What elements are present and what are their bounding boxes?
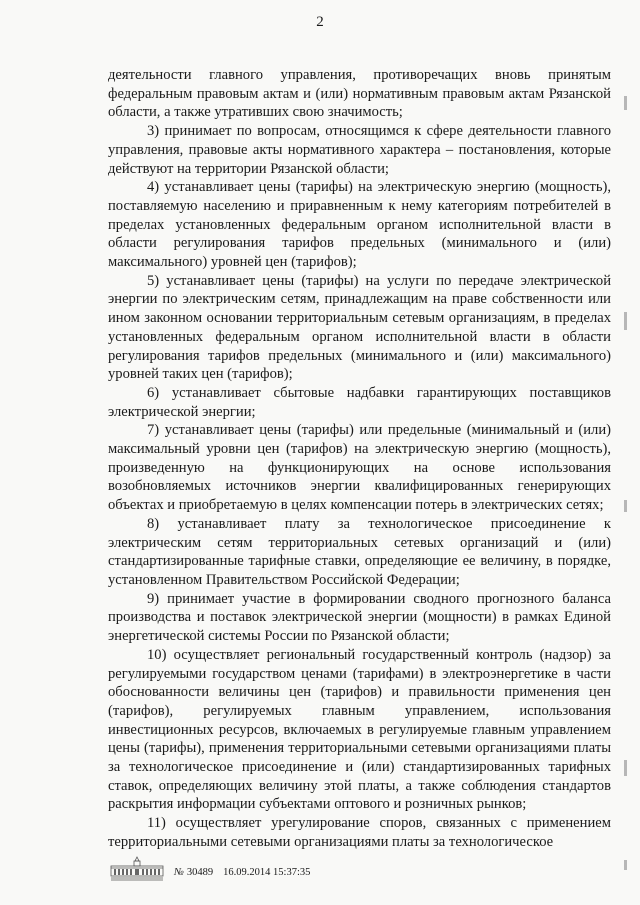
paragraph: 10) осуществляет региональный государственный контроль (надзор) за регулируемыми государством ценами (тарифами) в электроэнергетике в части обоснованности величины цен (тарифов) и правильности применения цен (тарифов), регулируемых главным управлением, использования инвестиционных ресурсов, включаемых в регулируемые главным управлением цены (тарифы), применения территориальными сетевыми организациями платы за технологическое присоединение и (или) стандартизированных тарифных ставок, определяющих величину этой платы, а также соблюдения стандартов раскрытия информации субъектами оптового и розничных рынков; bbox=[108, 646, 611, 813]
document-timestamp: 16.09.2014 15:37:35 bbox=[223, 867, 311, 878]
scan-edge-mark bbox=[624, 312, 627, 330]
paragraph: 11) осуществляет урегулирование споров, связанных с применением территориальными сетевыми организациями платы за технологическое bbox=[108, 815, 611, 850]
number-sign: № bbox=[174, 867, 184, 878]
page-number: 2 bbox=[316, 14, 324, 30]
scan-edge-mark bbox=[624, 760, 627, 776]
paragraph: 9) принимает участие в формировании сводного прогнозного баланса производства и поставок электрической энергии (мощности) в рамках Единой энергетической системы России по Рязанской области; bbox=[108, 590, 611, 645]
document-footer bbox=[108, 855, 508, 885]
document-body bbox=[108, 66, 611, 852]
paragraph: 8) устанавливает плату за технологическое присоединение к электрическим сетям территориальных сетевых организаций и (или) стандартизированные тарифные ставки, определяющие ее величину, в порядке, установленном Правительством Российской Федерации; bbox=[108, 515, 611, 588]
paragraph: деятельности главного управления, противоречащих вновь принятым федеральным правовым актам и (или) нормативным правовым актам Рязанской области, а также утративших свою значимость; bbox=[108, 67, 611, 121]
scan-edge-mark bbox=[624, 860, 627, 870]
paragraph: 7) устанавливает цены (тарифы) или предельные (минимальный и (или) максимальный уровни цен (тарифов) на электрическую энергию (мощность), произведенную на функционирующих на основе использования возобновляемых источников энергии квалифицированных генерирующих объектах и приобретаемую в целях компенсации потерь в электрических сетях; bbox=[108, 422, 611, 514]
building-stamp-icon bbox=[108, 855, 166, 883]
paragraph: 4) устанавливает цены (тарифы) на электрическую энергию (мощность), поставляемую населению и приравненным к нему категориям потребителей в пределах установленных федеральным органом исполнительной власти в области регулирования тарифов предельных (минимального и (или) максимального) уровней цен (тарифов); bbox=[108, 179, 611, 271]
footer-document-id bbox=[174, 867, 310, 878]
document-number: 30489 bbox=[186, 867, 214, 878]
paragraph: 5) устанавливает цены (тарифы) на услуги по передаче электрической энергии по электрическим сетям, принадлежащим на праве собственности или ином законном основании территориальным сетевым организациям, в пределах установленных федеральным органом исполнительной власти в области регулирования тарифов предельных (минимального и (или) максимального) уровней таких цен (тарифов); bbox=[108, 272, 611, 383]
paragraph: 3) принимает по вопросам, относящимся к сфере деятельности главного управления, правовые акты нормативного характера – постановления, которые действуют на территории Рязанской области; bbox=[108, 123, 611, 177]
scan-edge-mark bbox=[624, 500, 627, 512]
paragraph: 6) устанавливает сбытовые надбавки гарантирующих поставщиков электрической энергии; bbox=[108, 384, 611, 420]
scan-edge-mark bbox=[624, 96, 627, 110]
